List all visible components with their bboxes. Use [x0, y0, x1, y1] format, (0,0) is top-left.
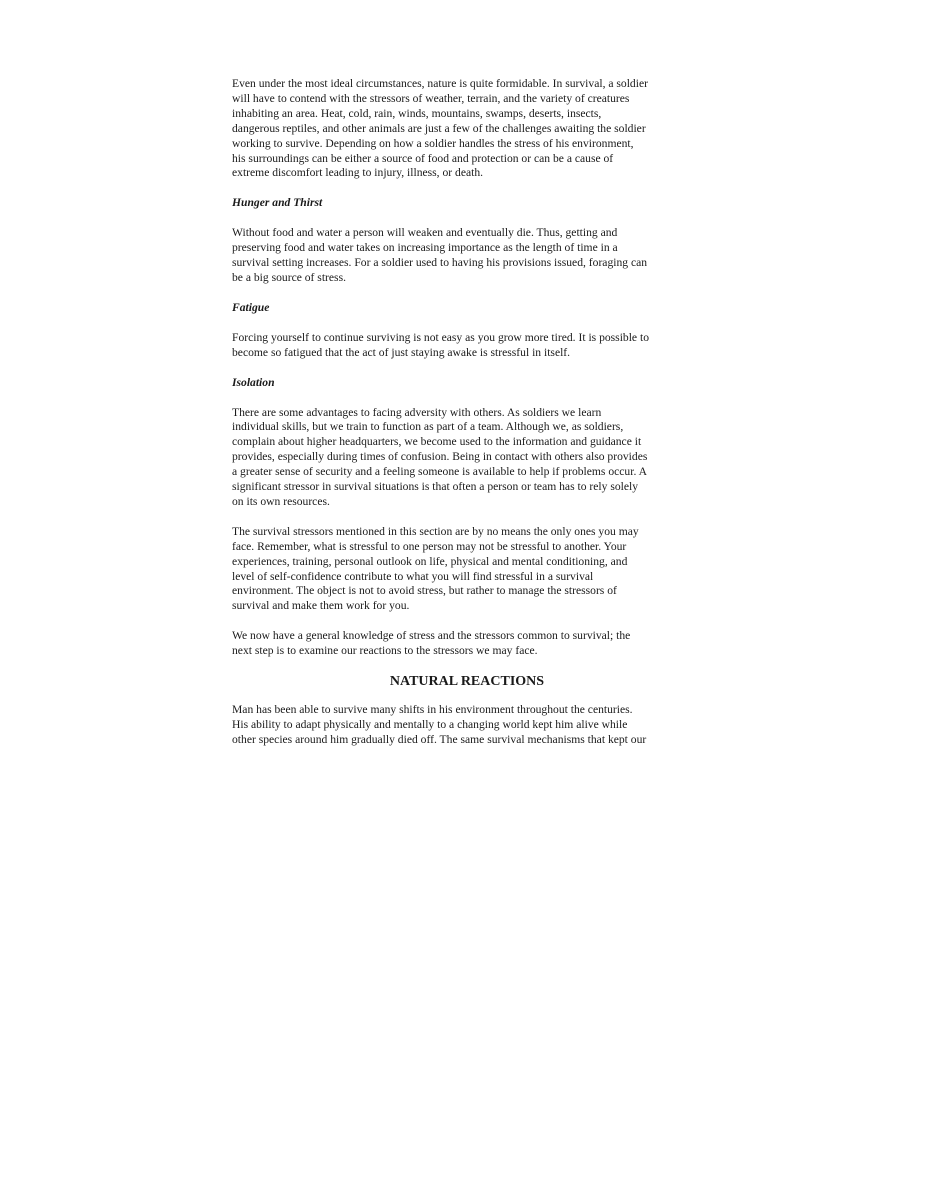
text-line: extreme discomfort leading to injury, illness, or death.	[232, 166, 484, 180]
fatigue-heading: Fatigue	[232, 300, 270, 314]
intro-paragraph	[232, 77, 702, 181]
text-line: his surroundings can be either a source of food and protection or can be a cause of	[232, 151, 614, 165]
isolation-paragraph	[232, 406, 702, 510]
text-line: provides, especially during times of confusion. Being in contact with others also provides	[232, 450, 648, 464]
text-line: significant stressor in survival situations is that often a person or team has to rely solely	[232, 480, 639, 494]
text-line: a greater sense of security and a feeling someone is available to help if problems occur. A	[232, 465, 647, 479]
text-line: dangerous reptiles, and other animals are just a few of the challenges awaiting the soldier	[232, 121, 646, 135]
text-line: inhabiting an area. Heat, cold, rain, winds, mountains, swamps, deserts, insects,	[232, 106, 602, 120]
text-line: other species around him gradually died off. The same survival mechanisms that kept our	[232, 732, 647, 746]
text-line: survival and make them work for you.	[232, 599, 410, 613]
text-line: experiences, training, personal outlook on life, physical and mental conditioning, and	[232, 554, 628, 568]
text-line: on its own resources.	[232, 494, 330, 508]
text-line: next step is to examine our reactions to the stressors we may face.	[232, 644, 538, 658]
text-line: Forcing yourself to continue surviving is not easy as you grow more tired. It is possible to	[232, 330, 649, 344]
text-line: environment. The object is not to avoid stress, but rather to manage the stressors of	[232, 584, 617, 598]
text-line: face. Remember, what is stressful to one person may not be stressful to another. Your	[232, 539, 627, 553]
text-line: Without food and water a person will weaken and eventually die. Thus, getting and	[232, 226, 618, 240]
text-line: preserving food and water takes on increasing importance as the length of time in a	[232, 241, 618, 255]
text-column	[232, 77, 702, 763]
text-line: His ability to adapt physically and mentally to a changing world kept him alive while	[232, 718, 628, 731]
text-line: individual skills, but we train to function as part of a team. Although we, as soldiers,	[232, 420, 624, 434]
isolation-heading: Isolation	[232, 375, 275, 389]
next-step-paragraph	[232, 629, 702, 659]
text-line: be a big source of stress.	[232, 270, 346, 284]
text-line: Even under the most ideal circumstances, nature is quite formidable. In survival, a soldier	[232, 77, 648, 90]
stressors-summary-paragraph	[232, 525, 702, 614]
natural-reactions-paragraph	[232, 703, 702, 748]
text-line: Man has been able to survive many shifts in his environment throughout the centuries.	[232, 703, 633, 717]
hunger-thirst-heading: Hunger and Thirst	[232, 196, 323, 210]
text-line: There are some advantages to facing adversity with others. As soldiers we learn	[232, 405, 602, 419]
text-line: will have to contend with the stressors of weather, terrain, and the variety of creatures	[232, 91, 630, 105]
fatigue-paragraph	[232, 331, 702, 361]
natural-reactions-heading: NATURAL REACTIONS	[389, 674, 545, 690]
text-line: The survival stressors mentioned in this section are by no means the only ones you may	[232, 524, 639, 538]
text-line: survival setting increases. For a soldier used to having his provisions issued, foraging can	[232, 256, 648, 270]
text-line: We now have a general knowledge of stress and the stressors common to survival; the	[232, 629, 631, 643]
text-line: become so fatigued that the act of just staying awake is stressful in itself.	[232, 345, 571, 359]
text-line: complain about higher headquarters, we become used to the information and guidance it	[232, 435, 642, 449]
hunger-paragraph	[232, 226, 702, 286]
text-line: level of self-confidence contribute to what you will find stressful in a survival	[232, 569, 594, 583]
text-line: working to survive. Depending on how a soldier handles the stress of his environment,	[232, 136, 634, 150]
